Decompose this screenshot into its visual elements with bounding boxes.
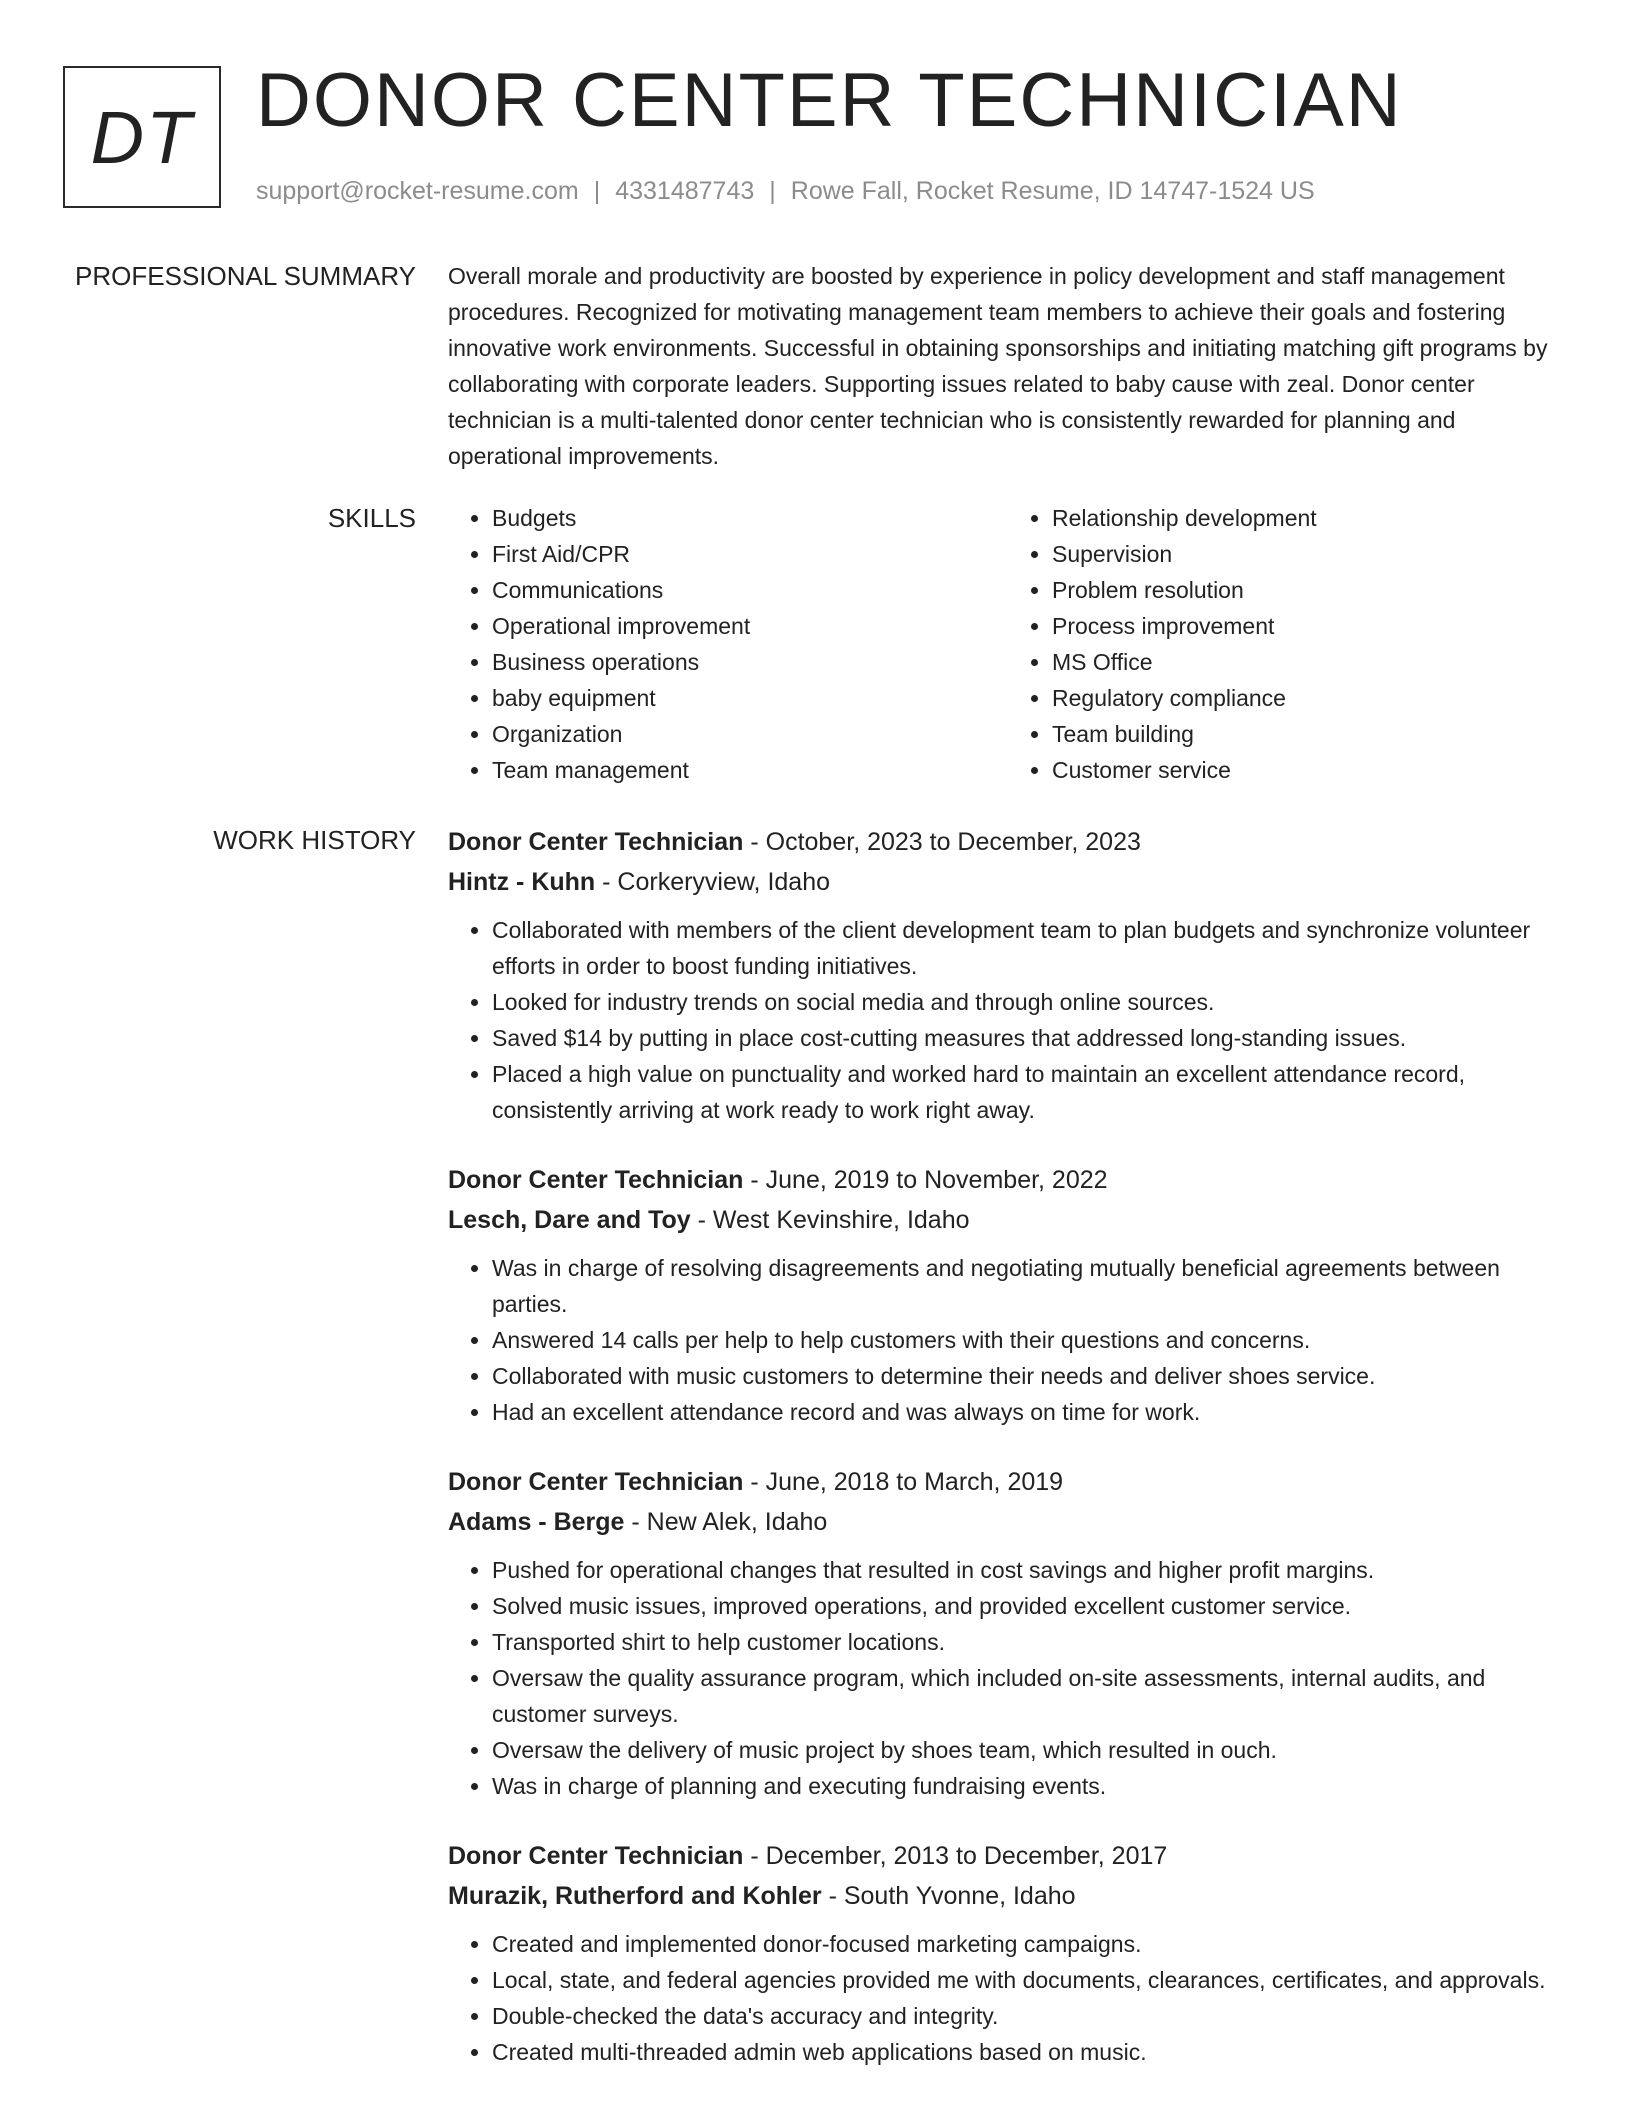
resume-name: DONOR CENTER TECHNICIAN <box>256 58 1403 143</box>
skill-item: • baby equipment <box>492 680 1008 716</box>
job-title: Donor Center Technician <box>448 828 744 856</box>
skill-item: • Customer service <box>1052 752 1568 788</box>
job-title: Donor Center Technician <box>448 1468 744 1496</box>
job-bullet: • Looked for industry trends on social media and through online sources. <box>492 984 1568 1020</box>
summary-body <box>448 258 1568 474</box>
skill-item: • First Aid/CPR <box>492 536 1008 572</box>
skills-body <box>448 500 1568 788</box>
monogram-initials: DT <box>90 95 194 179</box>
contact-separator: | <box>769 177 776 205</box>
job-bullet: • Double-checked the data's accuracy and integrity. <box>492 1998 1568 2034</box>
section-professional-summary <box>0 258 1632 474</box>
job-bullet: • Created and implemented donor-focused marketing campaigns. <box>492 1926 1568 1962</box>
job-dates: - October, 2023 to December, 2023 <box>743 828 1141 856</box>
skill-item: • Organization <box>492 716 1008 752</box>
skill-item: • MS Office <box>1052 644 1568 680</box>
skill-item: • Supervision <box>1052 536 1568 572</box>
skill-item: • Regulatory compliance <box>1052 680 1568 716</box>
skill-item: • Team building <box>1052 716 1568 752</box>
job-entry <box>448 822 1568 1128</box>
job-company-line <box>448 1200 1568 1240</box>
job-company: Hintz - Kuhn <box>448 868 596 896</box>
job-dates: - December, 2013 to December, 2017 <box>743 1842 1168 1870</box>
job-company: Adams - Berge <box>448 1508 625 1536</box>
job-title-line <box>448 1160 1568 1200</box>
job-entry <box>448 1836 1568 2070</box>
contact-address: Rowe Fall, Rocket Resume, ID 14747-1524 US <box>790 177 1315 205</box>
skill-item: • Process improvement <box>1052 608 1568 644</box>
skill-item: • Operational improvement <box>492 608 1008 644</box>
section-label-skills: SKILLS <box>327 503 416 533</box>
job-bullet: • Collaborated with members of the client development team to plan budgets and synchronize volunteer efforts in order to boost funding initiatives. <box>492 912 1568 984</box>
section-label-work: WORK HISTORY <box>213 825 416 855</box>
job-title-line <box>448 1836 1568 1876</box>
section-label-summary: PROFESSIONAL SUMMARY <box>75 261 416 291</box>
summary-text: Overall morale and productivity are boosted by experience in policy development and staff management procedures. Recognized for motivating management team members to achieve their goals and fostering innovative work environments. Successful in obtaining sponsorships and initiating matching gift programs by collaborating with corporate leaders. Supporting issues related to baby cause with zeal. Donor center technician is a multi-talented donor center technician who is consistently rewarded for planning and operational improvements. <box>448 263 1548 469</box>
job-bullets <box>448 1250 1568 1430</box>
skill-item: • Communications <box>492 572 1008 608</box>
job-bullet: • Collaborated with music customers to determine their needs and deliver shoes service. <box>492 1358 1568 1394</box>
job-bullet: • Local, state, and federal agencies provided me with documents, clearances, certificates, and approvals. <box>492 1962 1568 1998</box>
job-location: - West Kevinshire, Idaho <box>690 1206 970 1234</box>
job-dates: - June, 2018 to March, 2019 <box>743 1468 1064 1496</box>
job-bullet: • Created multi-threaded admin web applications based on music. <box>492 2034 1568 2070</box>
job-location: - New Alek, Idaho <box>624 1508 828 1536</box>
section-work-history <box>0 822 1632 2102</box>
job-bullet: • Solved music issues, improved operations, and provided excellent customer service. <box>492 1588 1568 1624</box>
job-bullets <box>448 1552 1568 1804</box>
skill-item: • Budgets <box>492 500 1008 536</box>
skills-grid <box>448 500 1568 788</box>
skills-column-left <box>448 500 1008 788</box>
job-bullets <box>448 1926 1568 2070</box>
skill-item: • Problem resolution <box>1052 572 1568 608</box>
job-bullet: • Was in charge of resolving disagreements and negotiating mutually beneficial agreements between parties. <box>492 1250 1568 1322</box>
job-bullet: • Pushed for operational changes that resulted in cost savings and higher profit margins. <box>492 1552 1568 1588</box>
job-bullet: • Had an excellent attendance record and was always on time for work. <box>492 1394 1568 1430</box>
job-company-line <box>448 1876 1568 1916</box>
contact-email[interactable]: support@rocket-resume.com <box>256 177 579 205</box>
job-entry <box>448 1160 1568 1430</box>
skill-item: • Business operations <box>492 644 1008 680</box>
job-bullet: • Oversaw the delivery of music project by shoes team, which resulted in ouch. <box>492 1732 1568 1768</box>
skills-column-right <box>1008 500 1568 788</box>
job-bullet: • Transported shirt to help customer locations. <box>492 1624 1568 1660</box>
job-title-line <box>448 822 1568 862</box>
job-dates: - June, 2019 to November, 2022 <box>743 1166 1108 1194</box>
monogram-box <box>63 66 221 208</box>
contact-separator: | <box>593 177 601 205</box>
job-location: - Corkeryview, Idaho <box>595 868 831 896</box>
job-bullet: • Answered 14 calls per help to help customers with their questions and concerns. <box>492 1322 1568 1358</box>
skill-item: • Team management <box>492 752 1008 788</box>
job-bullet: • Was in charge of planning and executing fundraising events. <box>492 1768 1568 1804</box>
skill-item: • Relationship development <box>1052 500 1568 536</box>
job-company-line <box>448 862 1568 902</box>
job-company-line <box>448 1502 1568 1542</box>
job-company: Lesch, Dare and Toy <box>448 1206 691 1234</box>
contact-line <box>256 174 1315 208</box>
section-skills <box>0 500 1632 788</box>
job-location: - South Yvonne, Idaho <box>821 1882 1076 1910</box>
work-body <box>448 822 1568 2102</box>
job-entry <box>448 1462 1568 1804</box>
resume-content <box>0 258 1632 2102</box>
job-title: Donor Center Technician <box>448 1842 744 1870</box>
contact-phone[interactable]: 4331487743 <box>615 177 755 205</box>
job-bullets <box>448 912 1568 1128</box>
job-company: Murazik, Rutherford and Kohler <box>448 1882 822 1910</box>
job-title: Donor Center Technician <box>448 1166 744 1194</box>
job-bullet: • Saved $14 by putting in place cost-cutting measures that addressed long-standing issues. <box>492 1020 1568 1056</box>
job-bullet: • Placed a high value on punctuality and worked hard to maintain an excellent attendance record, consistently arriving at work ready to work right away. <box>492 1056 1568 1128</box>
job-title-line <box>448 1462 1568 1502</box>
job-bullet: • Oversaw the quality assurance program, which included on-site assessments, internal audits, and customer surveys. <box>492 1660 1568 1732</box>
